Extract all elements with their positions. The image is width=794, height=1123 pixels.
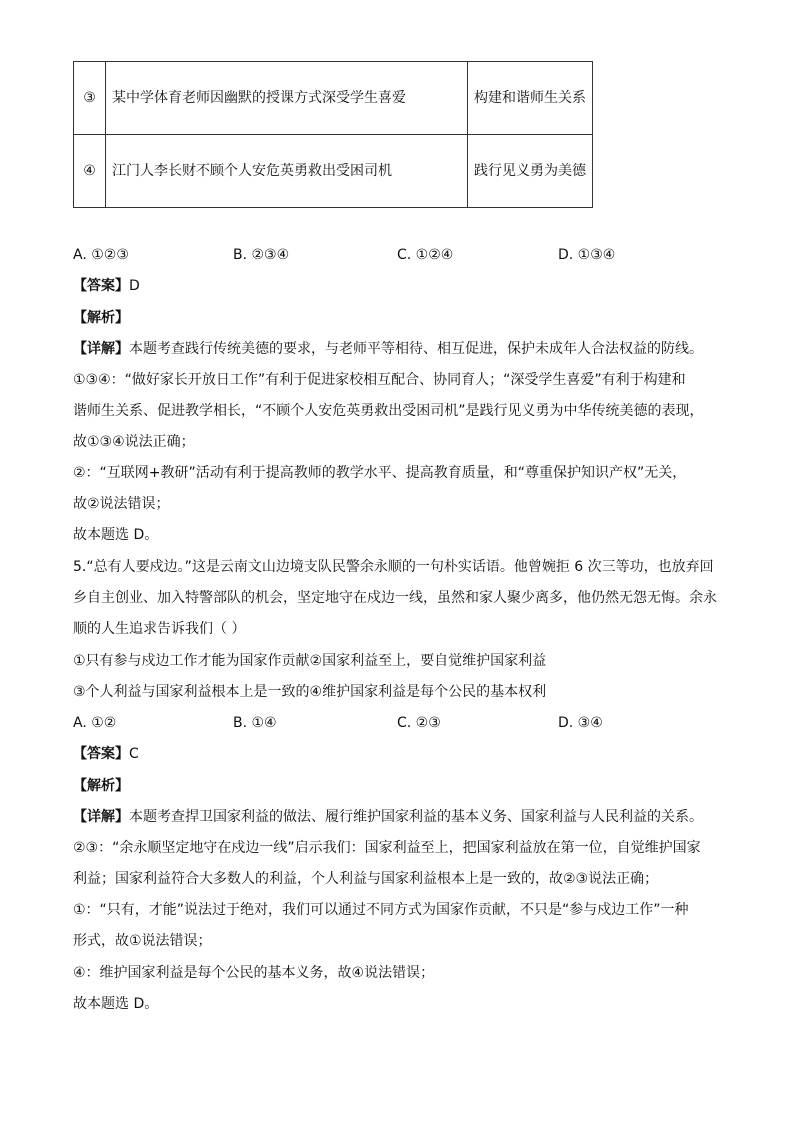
q5-stem-line2: 乡自主创业、加入特警部队的机会，坚定地守在戍边一线，虽然和家人聚少离多，他仍然无怨无悔。余永 <box>73 590 717 606</box>
q5-para3-line1: ④：维护国家利益是每个公民的基本义务，故④说法错误； <box>73 965 435 981</box>
q5-answer <box>73 744 139 764</box>
q5-choices-line2: ③个人利益与国家利益根本上是一致的④维护国家利益是每个公民的基本权利 <box>73 684 547 700</box>
options-table <box>73 61 593 208</box>
q4-para1-line1: ①③④：“做好家长开放日工作”有利于促进家校相互配合、协同育人；“深受学生喜爱”有利于构建和 <box>73 372 686 388</box>
detail-text: 本题考查践行传统美德的要求，与老师平等相待、相互促进，保护未成年人合法权益的防线。 <box>129 341 703 357</box>
q5-para2-line1: ①：“只有，才能”说法过于绝对，我们可以通过不同方式为国家作贡献，不只是“参与戍边工作”一种 <box>73 902 689 918</box>
q4-para1-line2: 谐师生关系、促进教学相长，“不顾个人安危英勇救出受困司机”是践行见义勇为中华传统美德的表现， <box>73 403 704 419</box>
q5-choices-line1: ①只有参与戍边工作才能为国家作贡献②国家利益至上，要自觉维护国家利益 <box>73 653 547 669</box>
detail-tag: 【详解】 <box>73 809 129 825</box>
row-value: 构建和谐师生关系 <box>468 62 593 135</box>
q5-option-a: A. ①② <box>73 715 117 731</box>
detail-tag: 【详解】 <box>73 341 129 357</box>
q5-para1-line2: 利益；国家利益符合大多数人的利益，个人利益与国家利益根本上是一致的，故②③说法正确； <box>73 871 659 887</box>
row-value: 践行见义勇为美德 <box>468 135 593 208</box>
q5-para2-line2: 形式，故①说法错误； <box>73 933 212 949</box>
q5-stem-line3: 顺的人生追求告诉我们（ ） <box>73 621 246 637</box>
q5-option-d: D. ③④ <box>558 715 603 731</box>
detail-text: 本题考查捍卫国家利益的做法、履行维护国家利益的基本义务、国家利益与人民利益的关系。 <box>129 809 703 825</box>
row-number: ③ <box>74 62 106 135</box>
q4-option-a: A. ①②③ <box>73 247 129 263</box>
answer-value: D <box>129 278 140 294</box>
answer-value: C <box>129 746 139 762</box>
q4-detail <box>73 339 703 359</box>
q5-option-b: B. ①④ <box>233 715 277 731</box>
q4-option-c: C. ①②④ <box>397 247 454 263</box>
q4-answer <box>73 276 140 296</box>
q4-para2-line1: ②：“互联网+教研”活动有利于提高教师的教学水平、提高教育质量，和“尊重保护知识产权”无关， <box>73 465 687 481</box>
q4-para2-line2: 故②说法错误； <box>73 496 170 512</box>
q4-para1-line3: 故①③④说法正确； <box>73 434 195 450</box>
table-row <box>74 135 593 208</box>
answer-tag: 【答案】 <box>73 746 129 762</box>
q4-option-d: D. ①③④ <box>558 247 616 263</box>
table-row <box>74 62 593 135</box>
q5-stem-line1: 5.“总有人要戍边。”这是云南文山边境支队民警余永顺的一句朴实话语。他曾婉拒 6 次三等功，也放弃回 <box>73 559 714 575</box>
q5-analysis-tag: 【解析】 <box>73 778 129 794</box>
row-description: 江门人李长财不顾个人安危英勇救出受困司机 <box>106 135 468 208</box>
q5-option-c: C. ②③ <box>397 715 441 731</box>
q5-conclusion: 故本题选 D。 <box>73 996 159 1012</box>
q4-conclusion: 故本题选 D。 <box>73 527 159 543</box>
q4-option-b: B. ②③④ <box>233 247 290 263</box>
q4-analysis-tag: 【解析】 <box>73 310 129 326</box>
q5-detail <box>73 807 703 827</box>
answer-tag: 【答案】 <box>73 278 129 294</box>
q5-para1-line1: ②③：“余永顺坚定地守在戍边一线”启示我们：国家利益至上，把国家利益放在第一位，自觉维护国家 <box>73 840 701 856</box>
row-number: ④ <box>74 135 106 208</box>
row-description: 某中学体育老师因幽默的授课方式深受学生喜爱 <box>106 62 468 135</box>
